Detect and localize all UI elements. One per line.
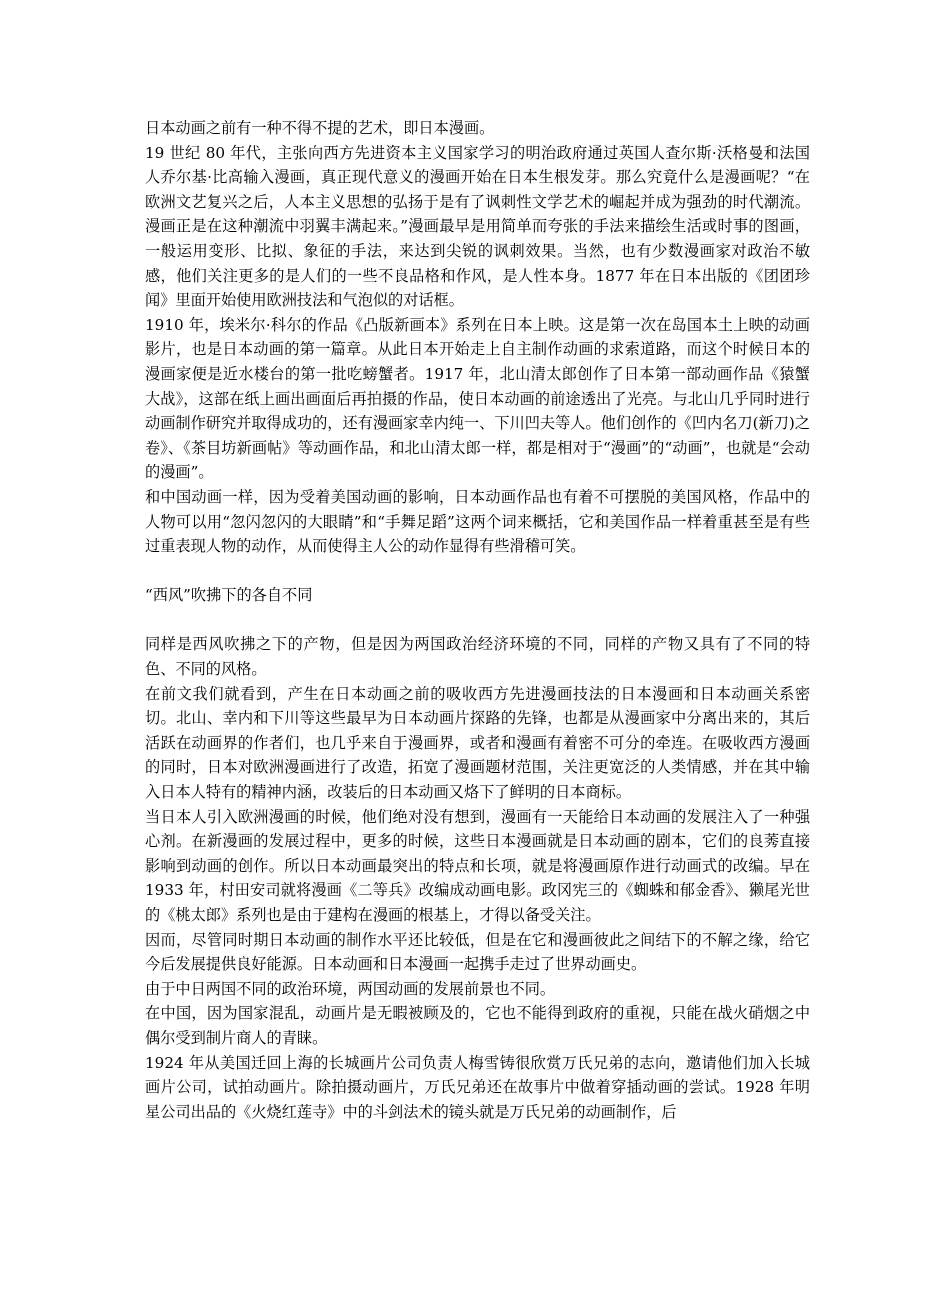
paragraph: 因而，尽管同时期日本动画的制作水平还比较低，但是在它和漫画彼此之间结下的不解之缘，给它今后发展提供良好能源。日本动画和日本漫画一起携手走过了世界动画史。: [145, 930, 810, 974]
paragraph: 在中国，因为国家混乱，动画片是无暇被顾及的，它也不能得到政府的重视，只能在战火硝烟之中偶尔受到制片商人的青睐。: [145, 1004, 810, 1047]
paragraph: 1910 年，埃米尔·科尔的作品《凸版新画本》系列在日本上映。这是第一次在岛国本土上映的动画影片，也是日本动画的第一篇章。从此日本开始走上自主制作动画的求索道路，而这个时候日本的漫画家便是近水楼台的第一批吃螃蟹者。1917 年，北山清太郎创作了日本第一部动画作品《猿蟹大战》，这部在纸上画出画面后再拍摄的作品，使日本动画的前途透出了光亮。与北山几乎同时进行动画制作研究并取得成功的，还有漫画家幸内纯一、下川凹夫等人。他们创作的《凹内名刀(新刀)之卷》、《茶目坊新画帖》等动画作品，和北山清太郎一样，都是相对于“漫画”的“动画”，也就是“会动的漫画”。: [145, 315, 810, 482]
section-heading: “西风”吹拂下的各自不同: [145, 586, 313, 605]
paragraph: 同样是西风吹拂之下的产物，但是因为两国政治经济环境的不同，同样的产物又具有了不同的特色、不同的风格。: [145, 635, 810, 679]
document-page: [145, 116, 810, 1124]
paragraph: 和中国动画一样，因为受着美国动画的影响，日本动画作品也有着不可摆脱的美国风格，作品中的人物可以用“忽闪忽闪的大眼睛”和“手舞足蹈”这两个词来概括，它和美国作品一样着重甚至是有些过重表现人物的动作，从而使得主人公的动作显得有些滑稽可笑。: [145, 487, 810, 556]
paragraph: 19 世纪 80 年代，主张向西方先进资本主义国家学习的明治政府通过英国人查尔斯·沃格曼和法国人乔尔基·比高输入漫画，真正现代意义的漫画开始在日本生根发芽。那么究竟什么是漫画呢？“在欧洲文艺复兴之后，人本主义思想的弘扬于是有了讽刺性文学艺术的崛起并成为强劲的时代潮流。漫画正是在这种潮流中羽翼丰满起来。”漫画最早是用简单而夸张的手法来描绘生活或时事的图画，一般运用变形、比拟、象征的手法，来达到尖锐的讽刺效果。当然，也有少数漫画家对政治不敏感，他们关注更多的是人们的一些不良品格和作风，是人性本身。1877 年在日本出版的《团团珍闻》里面开始使用欧洲技法和气泡似的对话框。: [145, 143, 810, 310]
paragraph: 当日本人引入欧洲漫画的时候，他们绝对没有想到，漫画有一天能给日本动画的发展注入了一种强心剂。在新漫画的发展过程中，更多的时候，这些日本漫画就是日本动画的剧本，它们的良莠直接影响到动画的创作。所以日本动画最突出的特点和长项，就是将漫画原作进行动画式的改编。早在 1933 年，村田安司就将漫画《二等兵》改编成动画电影。政冈宪三的《蜘蛛和郁金香》、獭尾光世的《桃太郎》系列也是由于建构在漫画的根基上，才得以备受关注。: [145, 807, 810, 924]
paragraph: 在前文我们就看到，产生在日本动画之前的吸收西方先进漫画技法的日本漫画和日本动画关系密切。北山、幸内和下川等这些最早为日本动画片探路的先锋，也都是从漫画家中分离出来的，其后活跃在动画界的作者们，也几乎来自于漫画界，或者和漫画有着密不可分的牵连。在吸收西方漫画的同时，日本对欧洲漫画进行了改造，拓宽了漫画题材范围，关注更宽泛的人类情感，并在其中输入日本人特有的精神内涵，改装后的日本动画又烙下了鲜明的日本商标。: [145, 684, 810, 802]
paragraph: 日本动画之前有一种不得不提的艺术，即日本漫画。: [145, 119, 495, 137]
paragraph: 由于中日两国不同的政治环境，两国动画的发展前景也不同。: [145, 979, 556, 998]
paragraph: 1924 年从美国迁回上海的长城画片公司负责人梅雪铸很欣赏万氏兄弟的志向，邀请他们加入长城画片公司，试拍动画片。除拍摄动画片，万氏兄弟还在故事片中做着穿插动画的尝试。1928 年明星公司出品的《火烧红莲寺》中的斗剑法术的镜头就是万氏兄弟的动画制作，后: [145, 1053, 810, 1121]
